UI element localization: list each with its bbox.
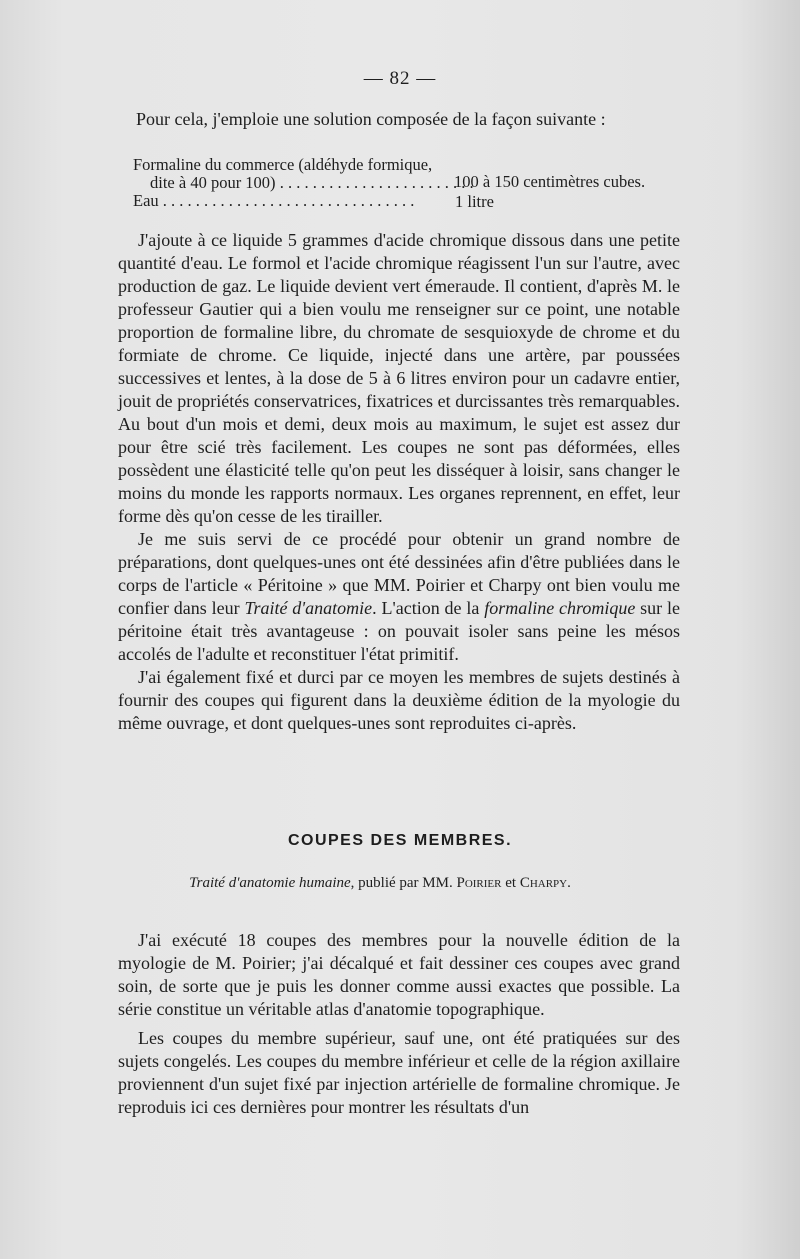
paragraph-text: . L'action de la	[372, 598, 485, 618]
recipe-value-formaline: 100 à 150 centimètres cubes.	[454, 172, 646, 191]
subtitle-text: , publié par MM.	[350, 875, 457, 891]
paragraph-limbs: J'ai également fixé et durci par ce moyen les membres de sujets destinés à fournir des coupes qui figurent dans la deuxième édition de la myologie du même ouvrage, et dont quelques-unes sont reproduites ci-après.	[118, 667, 680, 733]
recipe-value-water: 1 litre	[455, 192, 494, 211]
section-heading: COUPES DES MEMBRES.	[287, 832, 513, 849]
intro-sentence: Pour cela, j'emploie une solution composée de la façon suivante :	[136, 109, 606, 129]
paragraph-preparations	[118, 528, 680, 666]
subtitle-author-2: Charpy	[519, 875, 568, 891]
paragraph-upper-limb: Les coupes du membre supérieur, sauf une, ont été pratiquées sur des sujets congelés. Les coupes du membre inférieur et celle de la région axillaire proviennent d'un sujet fixé par injection artérielle de formaline chromique. Je reproduis ici ces dernières pour montrer les résultats d'un	[118, 1028, 680, 1117]
recipe-water-label: Eau	[133, 191, 159, 210]
subtitle-text: et	[501, 875, 520, 891]
body-text-block-1	[118, 229, 680, 735]
subtitle-author-1: Poirier	[456, 875, 502, 891]
dot-leader: . . . . . . . . . . . . . . . . . . . . . . . . . . . . . . .	[158, 191, 415, 210]
body-text-block-2	[118, 929, 680, 1119]
subtitle-text: .	[567, 875, 571, 891]
recipe-concentration-label: dite à 40 pour 100)	[150, 173, 276, 192]
italic-term: formaline chromique	[484, 598, 636, 618]
section-subtitle	[0, 875, 760, 892]
recipe-line-concentration	[133, 173, 474, 193]
paragraph-text: Je me suis servi de ce procédé pour obtenir un grand nombre de préparations, dont quelques-unes ont été dessinées afin d'être publiées dans le corps de l'article « Péritoine » que MM. Poirier et Charpy ont bien voulu me confier dans leur	[118, 529, 680, 618]
recipe-line-formaline: Formaline du commerce (aldéhyde formique,	[133, 155, 433, 174]
subtitle-book-title: Traité d'anatomie humaine	[189, 875, 351, 891]
page-number: — 82 —	[363, 68, 437, 89]
dot-leader: . . . . . . . . . . . . . . . . . . . . . . . .	[275, 173, 474, 192]
italic-title: Traité d'anatomie	[244, 598, 373, 618]
paragraph-sections: J'ai exécuté 18 coupes des membres pour la nouvelle édition de la myologie de M. Poirier; j'ai décalqué et fait dessiner ces coupes avec grand soin, de sorte que je puis les donner comme aussi exactes que possible. La série constitue un véritable atlas d'anatomie topographique.	[118, 930, 680, 1019]
paragraph-text: sur le péritoine était très avantageuse : on pouvait isoler sans peine les mésos accolés de l'adulte et reconstituer l'état primitif.	[118, 598, 681, 664]
recipe-line-water	[133, 191, 445, 211]
paragraph-method: J'ajoute à ce liquide 5 grammes d'acide chromique dissous dans une petite quantité d'eau. Le formol et l'acide chromique réagissent l'un sur l'autre, avec production de gaz. Le liquide devient vert émeraude. Il contient, d'après M. le professeur Gautier qui a bien voulu me renseigner sur ce point, une notable proportion de formaline libre, du chromate de sesquioxyde de chrome et du formiate de chrome. Ce liquide, injecté dans une artère, par poussées successives et lentes, à la dose de 5 à 6 litres environ pour un cadavre entier, jouit de propriétés conservatrices, fixatrices et durcissantes très remarquables. Au bout d'un mois et demi, deux mois au maximum, le sujet est assez dur pour être scié très facilement. Les coupes ne sont pas déformées, elles possèdent une élasticité telle qu'on peut les disséquer à loisir, sans changer le moins du monde les rapports normaux. Les organes reprennent, en effet, leur forme dès qu'on cesse de les tirailler.	[118, 230, 680, 526]
